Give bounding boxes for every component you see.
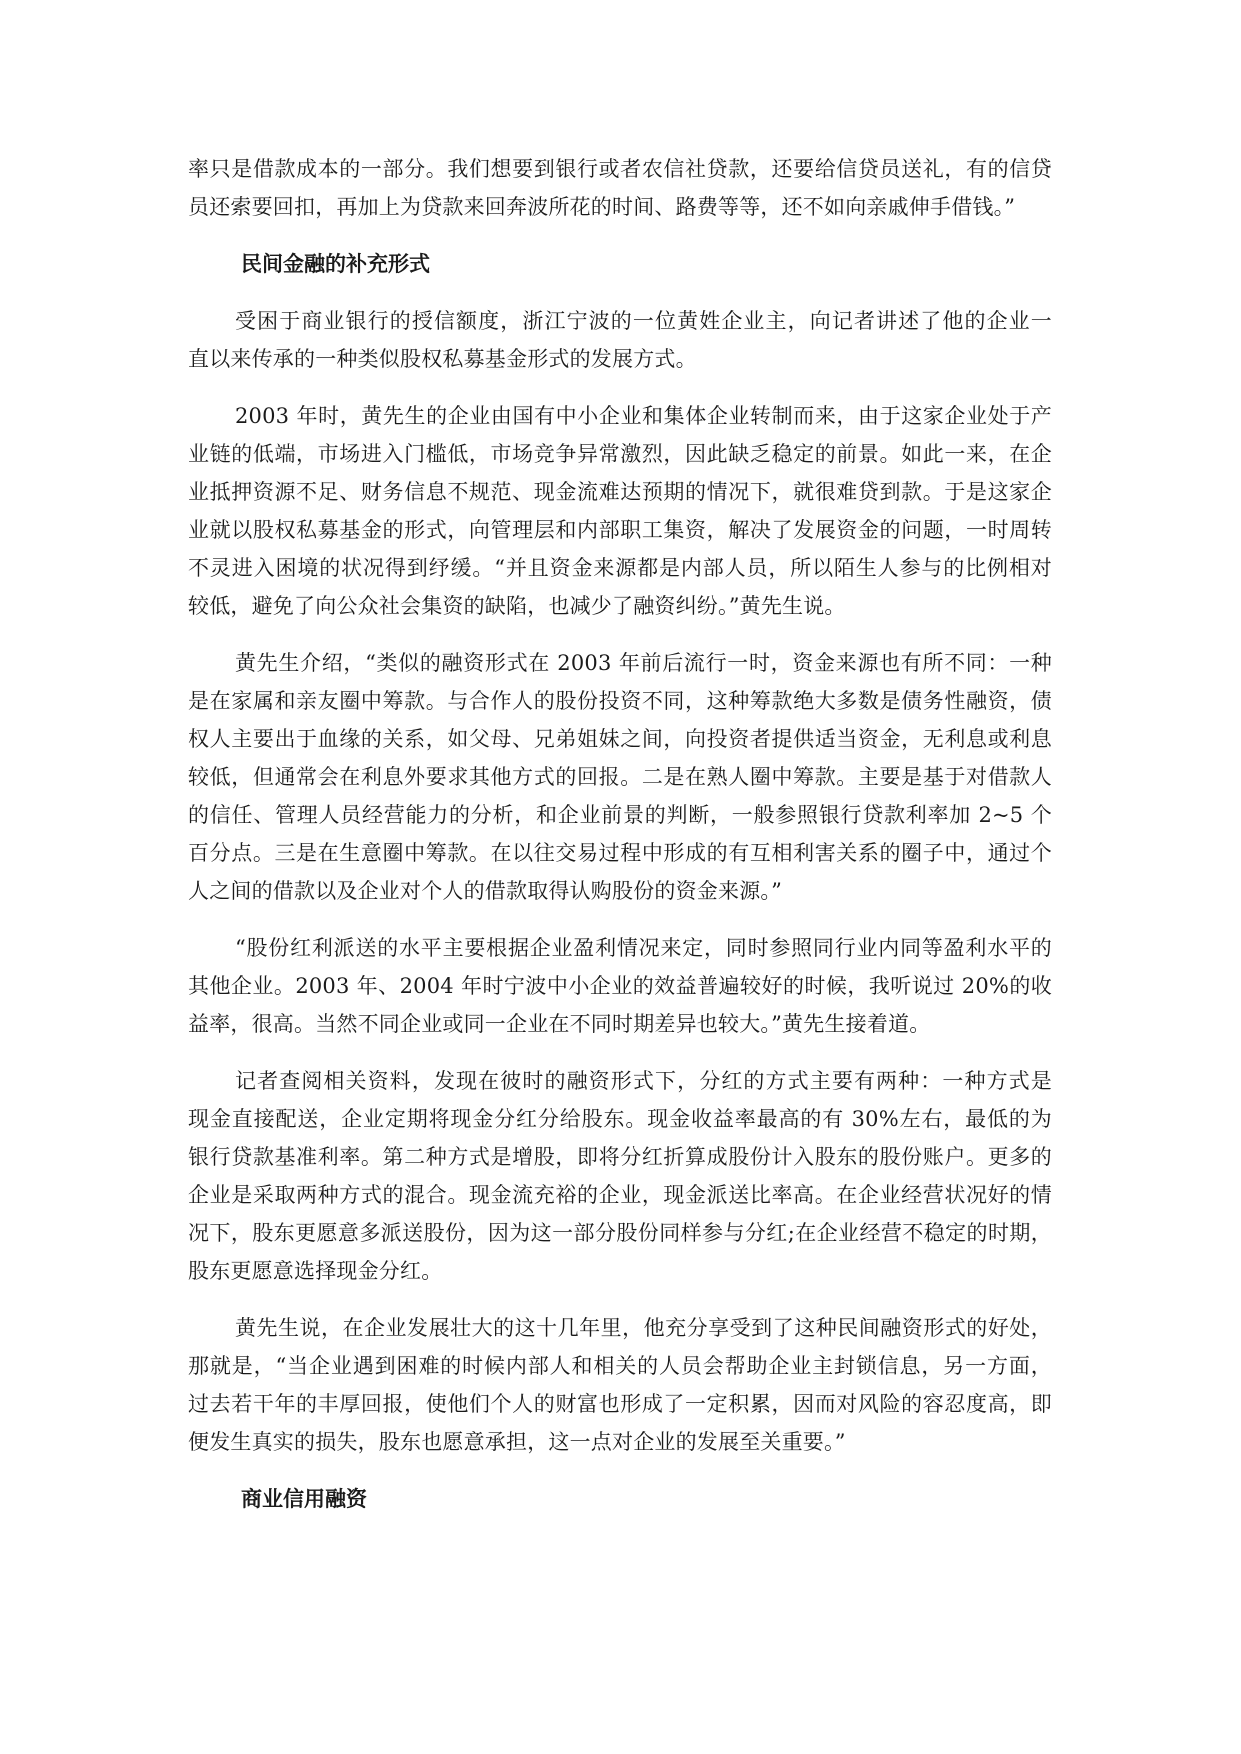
- text-line: 员还索要回扣，再加上为贷款来回奔波所花的时间、路费等等，还不如向亲戚伸手借钱。”: [188, 195, 1016, 219]
- text-line: 直以来传承的一种类似股权私募基金形式的发展方式。: [188, 347, 697, 371]
- paragraph-6: [188, 1309, 1052, 1461]
- text-line: 率只是借款成本的一部分。我们想要到银行或者农信社贷款，还要给信贷员送礼，有的信贷: [188, 157, 1052, 181]
- document-page: [188, 150, 1052, 1537]
- text-line: 黄先生说，在企业发展壮大的这十几年里，他充分享受到了这种民间融资形式的好处，: [235, 1316, 1052, 1340]
- text-line: 较低，但通常会在利息外要求其他方式的回报。二是在熟人圈中筹款。主要是基于对借款人: [188, 765, 1052, 789]
- text-line: 企业是采取两种方式的混合。现金流充裕的企业，现金派送比率高。在企业经营状况好的情: [188, 1183, 1052, 1207]
- text-line: 那就是，“当企业遇到困难的时候内部人和相关的人员会帮助企业主封锁信息，另一方面，: [188, 1354, 1052, 1378]
- text-line: 现金直接配送，企业定期将现金分红分给股东。现金收益率最高的有 30%左右，最低的为: [188, 1107, 1052, 1131]
- paragraph-1: [188, 302, 1052, 378]
- paragraph-4: [188, 929, 1052, 1043]
- text-line: 其他企业。2003 年、2004 年时宁波中小企业的效益普遍较好的时候，我听说过 20%的收: [188, 974, 1052, 998]
- text-line: 人之间的借款以及企业对个人的借款取得认购股份的资金来源。”: [188, 879, 783, 903]
- text-line: 黄先生介绍，“类似的融资形式在 2003 年前后流行一时，资金来源也有所不同：一种: [235, 651, 1052, 675]
- text-line: 过去若干年的丰厚回报，使他们个人的财富也形成了一定积累，因而对风险的容忍度高，即: [188, 1392, 1052, 1416]
- text-line: 股东更愿意选择现金分红。: [188, 1259, 443, 1283]
- text-line: 受困于商业银行的授信额度，浙江宁波的一位黄姓企业主，向记者讲述了他的企业一: [235, 309, 1052, 333]
- text-line: 业链的低端，市场进入门槛低，市场竞争异常激烈，因此缺乏稳定的前景。如此一来，在企: [188, 442, 1052, 466]
- text-line: 的信任、管理人员经营能力的分析，和企业前景的判断，一般参照银行贷款利率加 2~5 个: [188, 803, 1052, 827]
- paragraph-2: [188, 397, 1052, 625]
- text-line: 是在家属和亲友圈中筹款。与合作人的股份投资不同，这种筹款绝大多数是债务性融资，债: [188, 689, 1052, 713]
- text-line: 不灵进入困境的状况得到纾缓。“并且资金来源都是内部人员，所以陌生人参与的比例相对: [188, 556, 1052, 580]
- paragraph-5: [188, 1062, 1052, 1290]
- text-line: 益率，很高。当然不同企业或同一企业在不同时期差异也较大。”黄先生接着道。: [188, 1012, 931, 1036]
- text-line: 权人主要出于血缘的关系，如父母、兄弟姐妹之间，向投资者提供适当资金，无利息或利息: [188, 727, 1052, 751]
- section-heading-commercial-credit: 商业信用融资: [241, 1487, 367, 1511]
- section-heading-informal-finance: 民间金融的补充形式: [241, 252, 430, 276]
- text-line: 银行贷款基准利率。第二种方式是增股，即将分红折算成股份计入股东的股份账户。更多的: [188, 1145, 1052, 1169]
- text-line: 业就以股权私募基金的形式，向管理层和内部职工集资，解决了发展资金的问题，一时周转: [188, 518, 1052, 542]
- text-line: 便发生真实的损失，股东也愿意承担，这一点对企业的发展至关重要。”: [188, 1430, 846, 1454]
- text-line: 百分点。三是在生意圈中筹款。在以往交易过程中形成的有互相利害关系的圈子中，通过个: [188, 841, 1052, 865]
- text-line: “股份红利派送的水平主要根据企业盈利情况来定，同时参照同行业内同等盈利水平的: [235, 936, 1052, 960]
- text-line: 业抵押资源不足、财务信息不规范、现金流难达预期的情况下，就很难贷到款。于是这家企: [188, 480, 1052, 504]
- text-line: 较低，避免了向公众社会集资的缺陷，也减少了融资纠纷。”黄先生说。: [188, 594, 846, 618]
- paragraph-0: [188, 150, 1052, 226]
- text-line: 况下，股东更愿意多派送股份，因为这一部分股份同样参与分红;在企业经营不稳定的时期，: [188, 1221, 1052, 1245]
- text-line: 2003 年时，黄先生的企业由国有中小企业和集体企业转制而来，由于这家企业处于产: [235, 404, 1052, 428]
- paragraph-3: [188, 644, 1052, 910]
- text-line: 记者查阅相关资料，发现在彼时的融资形式下，分红的方式主要有两种：一种方式是: [235, 1069, 1052, 1093]
